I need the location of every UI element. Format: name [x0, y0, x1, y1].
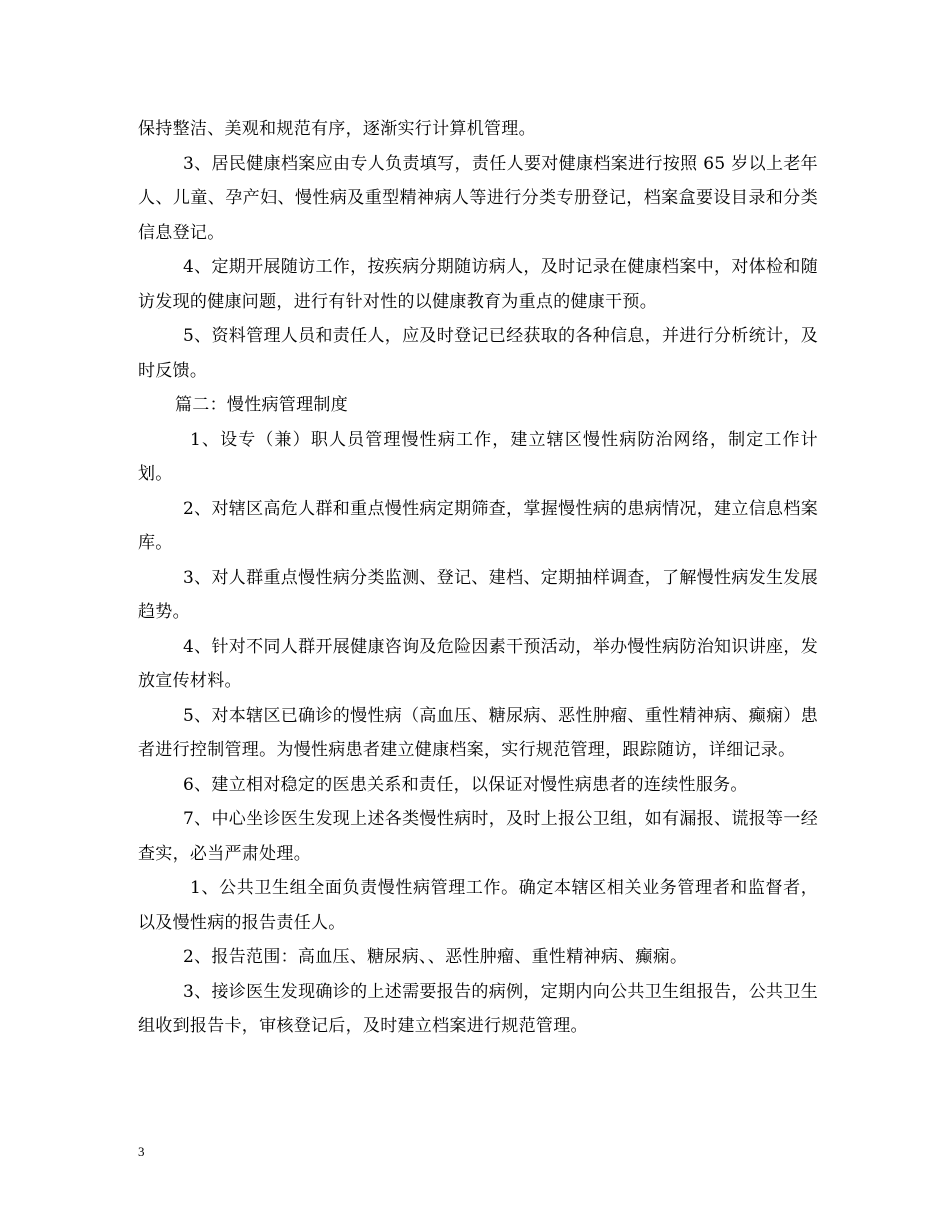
paragraph-item-5-data-management: 5、资料管理人员和责任人，应及时登记已经获取的各种信息，并进行分析统计，及时反馈。	[138, 326, 818, 381]
document-body	[138, 112, 818, 1044]
paragraph-item-3-monitoring: 3、对人群重点慢性病分类监测、登记、建档、定期抽样调查，了解慢性病发生发展趋势。	[138, 567, 818, 622]
paragraph-item-3-records: 3、居民健康档案应由专人负责填写，责任人要对健康档案进行按照 65 岁以上老年人、儿童、孕产妇、慢性病及重型精神病人等进行分类专册登记，档案盒要设目录和分类信息登记。	[138, 153, 818, 243]
paragraph-continuation: 保持整洁、美观和规范有序，逐渐实行计算机管理。	[138, 119, 536, 139]
paragraph-item-3-case-report: 3、接诊医生发现确诊的上述需要报告的病例，定期内向公共卫生组报告，公共卫生组收到报告卡，审核登记后，及时建立档案进行规范管理。	[138, 981, 818, 1036]
paragraph-item-1-public-health: 1、公共卫生组全面负责慢性病管理工作。确定本辖区相关业务管理者和监督者，以及慢性病的报告责任人。	[138, 878, 818, 933]
paragraph-item-6-relationship: 6、建立相对稳定的医患关系和责任，以保证对慢性病患者的连续性服务。	[183, 774, 748, 795]
paragraph-item-1-staffing: 1、设专（兼）职人员管理慢性病工作，建立辖区慢性病防治网络，制定工作计划。	[138, 429, 818, 484]
paragraph-item-5-control: 5、对本辖区已确诊的慢性病（高血压、糖尿病、恶性肿瘤、重性精神病、癫痫）患者进行控制管理。为慢性病患者建立健康档案，实行规范管理，跟踪随访，详细记录。	[138, 705, 818, 760]
paragraph-item-4-followup: 4、定期开展随访工作，按疾病分期随访病人，及时记录在健康档案中，对体检和随访发现的健康问题，进行有针对性的以健康教育为重点的健康干预。	[138, 257, 818, 312]
paragraph-item-7-reporting: 7、中心坐诊医生发现上述各类慢性病时，及时上报公卫组，如有漏报、谎报等一经查实，必当严肃处理。	[138, 809, 818, 864]
section-heading: 篇二：慢性病管理制度	[175, 395, 348, 415]
paragraph-item-4-consulting: 4、针对不同人群开展健康咨询及危险因素干预活动，举办慢性病防治知识讲座，发放宣传材料。	[138, 636, 818, 691]
page-number: 3	[138, 1144, 145, 1159]
paragraph-item-2-screening: 2、对辖区高危人群和重点慢性病定期筛查，掌握慢性病的患病情况，建立信息档案库。	[138, 498, 818, 553]
paragraph-item-2-report-scope: 2、报告范围：高血压、糖尿病、、恶性肿瘤、重性精神病、癫痫。	[183, 947, 688, 967]
